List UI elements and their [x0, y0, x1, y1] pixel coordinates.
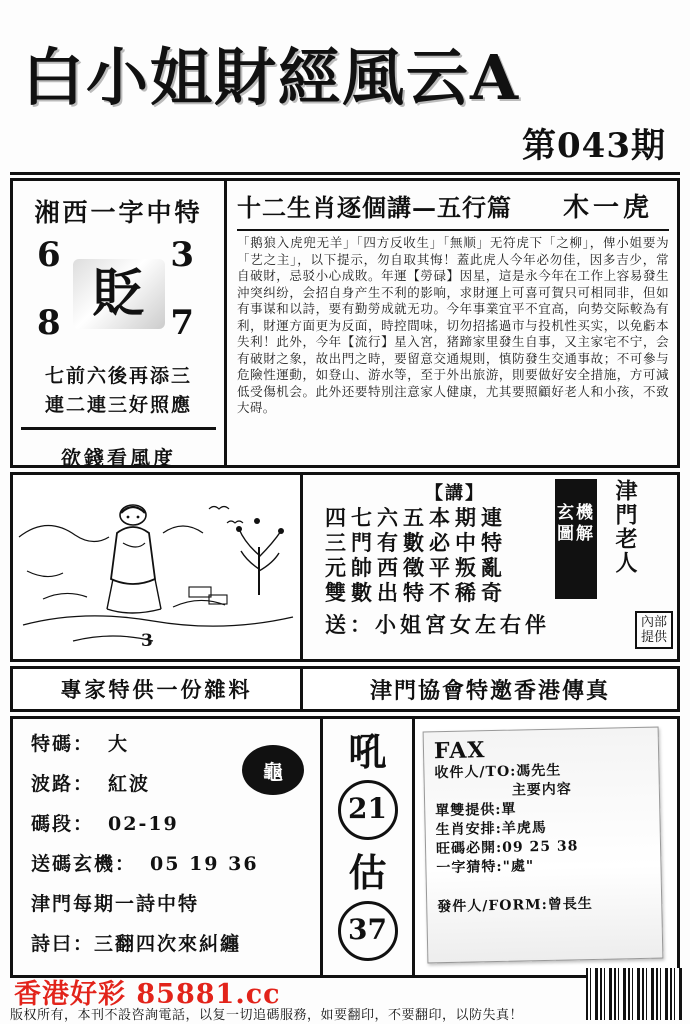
- number-ball-bottom: 37: [338, 901, 398, 961]
- lucky-number-1: 6: [37, 235, 61, 275]
- lucky-number-3: 8: [37, 303, 61, 343]
- verse-line-2: 三門有數必中特: [325, 530, 507, 555]
- tips-label-1: 特碼：: [31, 733, 95, 755]
- old-man-label: 津門老人: [612, 479, 638, 575]
- tips-label-4: 送碼玄機：: [31, 853, 137, 875]
- big-char-mid: 估: [348, 850, 387, 895]
- big-char-top: 吼: [348, 729, 387, 774]
- tips-row: [31, 849, 320, 876]
- big-char-panel: [323, 719, 415, 975]
- fax-line-2: 生肖安排:羊虎馬: [435, 819, 547, 839]
- internal-supply-stamp: 內部提供: [635, 611, 673, 649]
- article-title: 十二生肖逐個講—五行篇: [237, 193, 512, 222]
- banner-left-text: 專家特供一份雜料: [13, 669, 303, 709]
- banner-right-text: 津門協會特邀香港傳真: [369, 677, 610, 704]
- fax-to: 收件人/TO:馮先生: [434, 762, 562, 782]
- verse-line-1: 四七六五本期連: [325, 505, 507, 530]
- tips-value-4: 05 19 36: [150, 853, 259, 875]
- verse-panel: [303, 475, 677, 659]
- fax-line-3: 旺碼必開:09 25 38: [435, 838, 579, 858]
- verse-line-4: 雙數出特不稀奇: [325, 580, 507, 605]
- fax-sheet: [423, 727, 664, 964]
- left-panel-footer: 欲錢看風度: [61, 446, 176, 470]
- left-panel-numbers: [13, 229, 224, 359]
- header-divider: [10, 172, 680, 175]
- tips-line-6: 詩曰：三翻四次來糾纏: [31, 933, 242, 955]
- footer-note: 版权所有，本刊不設咨詢電話，以复一切追碼服務，如要翻印，不要翻印，以防失真！: [10, 1008, 524, 1023]
- tips-value-2: 紅波: [108, 773, 151, 795]
- article-rule: [237, 229, 669, 231]
- verse-line-3: 元帥西徵平叛亂: [325, 555, 507, 580]
- tips-row: [31, 809, 320, 836]
- left-panel: [13, 181, 227, 470]
- banner-section: [10, 666, 680, 712]
- seal-character: 貶: [73, 259, 165, 329]
- tips-value-3: 02-19: [108, 813, 179, 835]
- left-panel-divider: [21, 427, 216, 430]
- masthead: [0, 0, 690, 170]
- footer: [0, 978, 690, 1024]
- article-header: [237, 187, 669, 224]
- fax-line-4: 一字猜特:"處": [436, 858, 535, 877]
- lucky-number-2: 3: [170, 235, 194, 275]
- tips-label-2: 波路：: [31, 773, 95, 795]
- publication-title: 白小姐財經風云A: [22, 41, 521, 114]
- article-tag: 木一虎: [562, 193, 653, 223]
- barcode: [586, 968, 682, 1020]
- left-panel-title: 湘西一字中特: [34, 198, 203, 227]
- fax-line-1: 單雙提供:單: [435, 801, 517, 820]
- illustration-number: 3: [141, 631, 153, 651]
- lucky-number-4: 7: [170, 303, 194, 343]
- tips-line-5: 津門每期一詩中特: [31, 893, 200, 915]
- article-panel: [227, 181, 677, 465]
- top-section: [10, 178, 680, 468]
- tips-panel: [13, 719, 323, 975]
- left-panel-line-1: 七前六後再添三: [44, 365, 192, 387]
- turtle-icon: 龜: [242, 745, 304, 795]
- site-watermark: 香港好彩 85881.cc: [14, 979, 281, 1010]
- fax-subject: 主要内容: [511, 781, 573, 799]
- fax-panel: [415, 719, 677, 975]
- verse-heading: 【講】: [425, 483, 485, 504]
- verse-send-line: 送：小姐宮女左右伴: [325, 612, 550, 637]
- verse-sidebox: [555, 479, 673, 655]
- tips-value-1: 大: [108, 733, 130, 755]
- fax-from: 發件人/FORM:曾長生: [437, 895, 593, 916]
- article-body: 「鹅狼入虎兜无羊」「四方反收生」「無顺」无符虎下「之柳」，俾小姐要为「艺之主」，以下提示，勿自取其悔！蓋此虎人今年必勿佳，因多吉少，常自破財，忌驳小心成敗。年運【勞碌】因星，這是永今年在工作上容易發生沖突纠纷，会招自身产生不利的影响，求財運上可喜可賀只可相同非，但如有事谋和以詩，要有勤勞成就无功。今年事業宜平不宜高，向势交际較為有利，財運方面更为反面，時控間味，切勿招搖過市与投机性买实，以免虧本失利！此外，今年【流行】星入宮，猪蹄家里發生自事，又主家宅不宁，会有破財之象，故出門之時，要留意交通規則，慎防發生交通事故；不可參与危險性運動，如登山、游水等，至于外出旅游，則要做好安全措施，方可減低受傷机会。此外还要特別注意家人健康，尤其要照顧好老人和小孩，不致大碍。: [237, 235, 669, 415]
- left-panel-line-2: 連二連三好照應: [44, 394, 192, 416]
- secret-chart-label: 玄機圖解: [555, 479, 597, 599]
- middle-section: [10, 472, 680, 662]
- bottom-section: [10, 716, 680, 978]
- number-ball-top: 21: [338, 780, 398, 840]
- tips-label-3: 碼段：: [31, 813, 95, 835]
- issue-number: 第043期: [522, 126, 666, 166]
- fax-title: FAX: [433, 737, 486, 765]
